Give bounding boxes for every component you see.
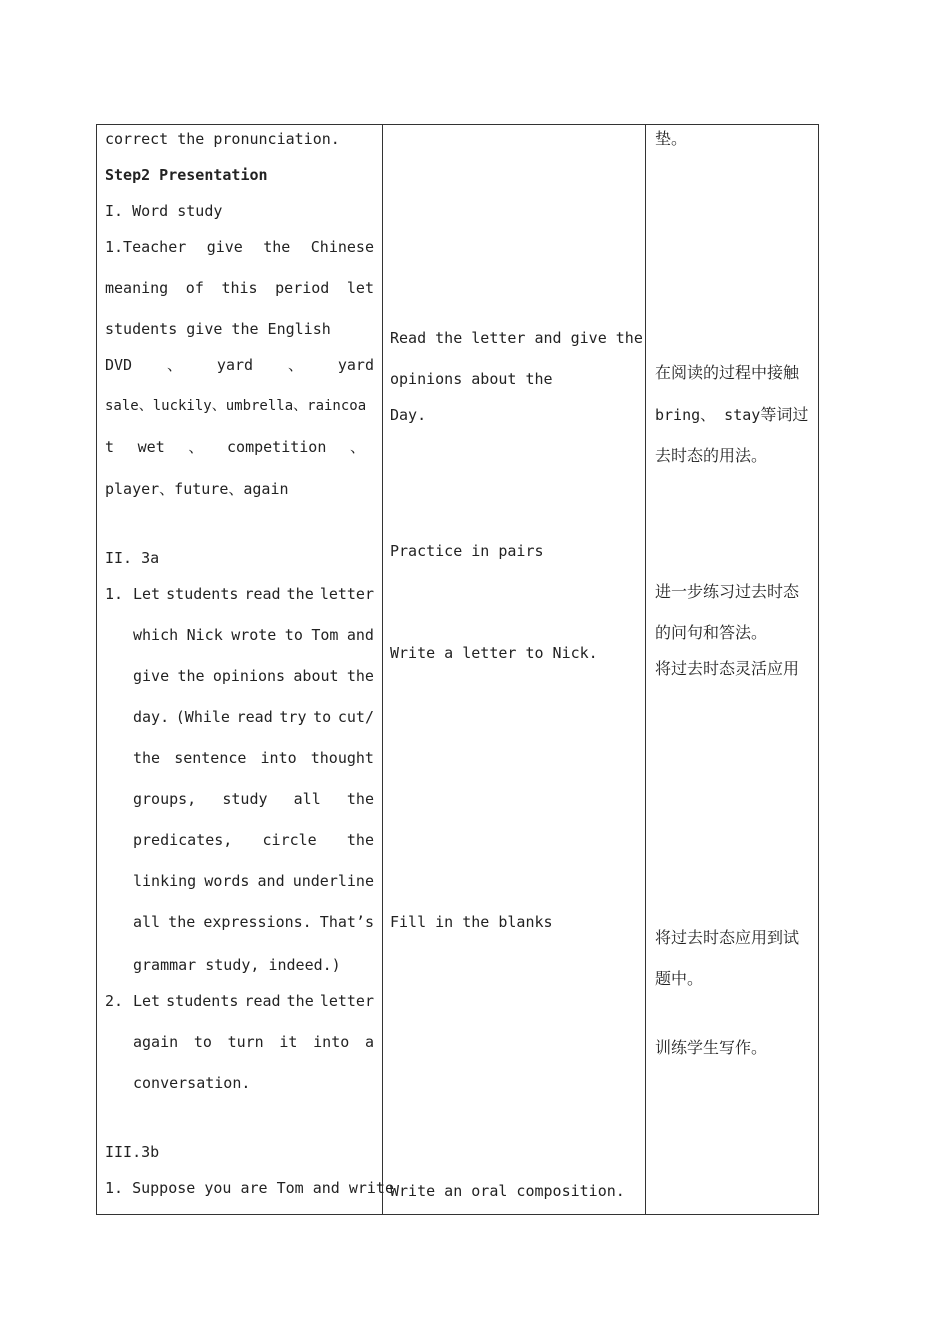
purpose-text: 的问句和答法。 (655, 623, 768, 642)
item-line: linking words and underline (133, 872, 374, 890)
section-3a-heading: II. 3a (105, 549, 160, 567)
section-3b-heading: III.3b (105, 1143, 160, 1161)
item-number: 2. (105, 992, 124, 1010)
text-line: correct the pronunciation. (105, 130, 340, 148)
lesson-plan-table (96, 124, 819, 1215)
vocabulary-line: DVD 、 yard 、 yard (105, 356, 374, 374)
word-study-heading: I. Word study (105, 202, 223, 220)
activity-text: Write a letter to Nick. (390, 644, 598, 662)
word-study-line: students give the English (105, 320, 331, 338)
purpose-text: 垫。 (655, 129, 688, 148)
item-line: give the opinions about the (133, 667, 374, 685)
vocabulary-line: t wet 、 competition 、 (105, 438, 365, 456)
purpose-text: bring、 stay等词过 (655, 405, 809, 424)
word-study-line: 1.Teacher give the Chinese (105, 238, 374, 256)
activity-text: Fill in the blanks (390, 913, 553, 931)
purpose-text: 进一步练习过去时态 (655, 582, 800, 601)
item-line: grammar study, indeed.) (133, 956, 341, 974)
activity-text: Day. (390, 406, 427, 424)
item-line: day. (While read try to cut/ (133, 708, 374, 726)
purpose-text: 在阅读的过程中接触 (655, 363, 800, 382)
item-line: 1. Suppose you are Tom and write (105, 1179, 394, 1197)
activity-text: Write an oral composition. (390, 1182, 625, 1200)
vocabulary-line: player、future、again (105, 480, 289, 498)
item-line: Let students read the letter (133, 585, 374, 603)
column-divider (645, 125, 646, 1214)
purpose-text: 题中。 (655, 969, 704, 988)
word-study-line: meaning of this period let (105, 279, 374, 297)
item-line: all the expressions. That’s (133, 913, 374, 931)
item-line: predicates, circle the (133, 831, 374, 849)
activity-text: opinions about the (390, 370, 553, 388)
activity-text: Practice in pairs (390, 542, 544, 560)
column-divider (382, 125, 383, 1214)
purpose-text: 将过去时态灵活应用 (655, 659, 800, 678)
step2-heading: Step2 Presentation (105, 166, 268, 184)
item-line: which Nick wrote to Tom and (133, 626, 374, 644)
purpose-text: 将过去时态应用到试 (655, 928, 800, 947)
item-line: conversation. (133, 1074, 251, 1092)
purpose-text: 去时态的用法。 (655, 446, 768, 465)
item-line: Let students read the letter (133, 992, 374, 1010)
item-line: the sentence into thought (133, 749, 374, 767)
item-line: again to turn it into a (133, 1033, 374, 1051)
item-number: 1. (105, 585, 124, 603)
item-line: groups, study all the (133, 790, 374, 808)
purpose-text: 训练学生写作。 (655, 1038, 768, 1057)
vocabulary-line: sale、luckily、umbrella、raincoa (105, 398, 367, 414)
activity-text: Read the letter and give the (390, 329, 643, 347)
